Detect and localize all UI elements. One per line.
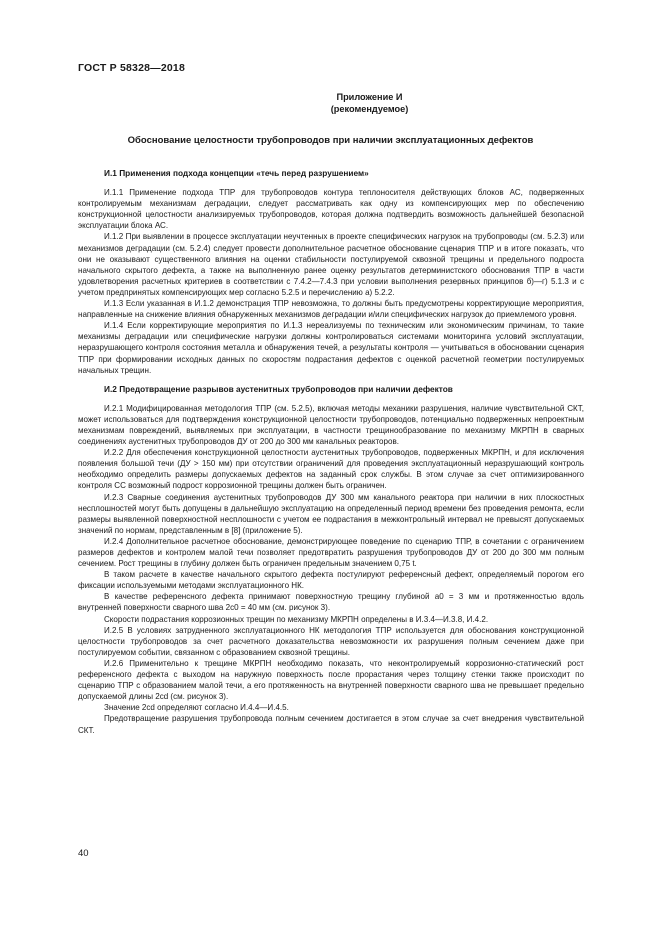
paragraph: Значение 2cd определяют согласно И.4.4—И.4.5.: [104, 703, 289, 713]
page-number: 40: [78, 848, 89, 859]
paragraph: Предотвращение разрушения трубопровода полным сечением достигается в этом случае за счет внедрения чувствительной СКТ.: [78, 714, 584, 735]
section-heading: И.1 Применения подхода концепции «течь перед разрушением»: [104, 168, 369, 178]
paragraph: И.2.1 Модифицированная методология ТПР (см. 5.2.5), включая методы механики разрушения, наличие чувствительной СКТ, может использоваться для подтверждения конструкционной целостности трубопроводов, потенциально подверженных непроектным механизмам повреждений, выявляемых при эксплуатации, в частности трещинообразование по механизму МКРПН в сварных соединениях аустенитных трубопроводов ДУ от 200 до 300 мм канальных реакторов.: [78, 403, 584, 447]
paragraph: И.1.1 Применение подхода ТПР для трубопроводов контура теплоносителя действующих блоков АС, подверженных контролируемым механизмам деградации, следует рассматривать как одну из компенсирующих мер по обеспечению конструкционной целостности анализируемых трубопроводов, которая должна подтвердить возможность дальнейшей безопасной эксплуатации блока АС.: [78, 188, 584, 231]
paragraph: Скорости подрастания коррозионных трещин по механизму МКРПН определены в И.3.4—И.3.8, И.4.2.: [104, 614, 489, 624]
paragraph: И.1.3 Если указанная в И.1.2 демонстрация ТПР невозможна, то должны быть предусмотрены корректирующие мероприятия, направленные на снижение влияния обнаруженных механизмов деградации и/или специфических нагрузок до приемлемого уровня.: [78, 299, 584, 320]
annex-heading: [0, 91, 661, 115]
paragraph: И.1.2 При выявлении в процессе эксплуатации неучтенных в проекте специфических нагрузок на трубопроводы (см. 5.2.3) или механизмов деградации (см. 5.2.4) следует провести дополнительное расчетное обоснование сценария ТПР и в итоге показать, что они не оказывают существенного влияния на оценки стабильности постулируемой сквозной трещины и предельного подроста начального скрытого дефекта, а также на выполненную ранее оценку результатов детерминистского обоснования ТПР в части удовлетворения расчетных критериев в соответствии с 7.4.2—7.4.3 при условии выполнения резервных принципов б)—г) 5.1.3 и с учетом предпринятых компенсирующих мер согласно 5.2.5 и перечислению а) 5.2.2.: [78, 232, 584, 297]
paragraph: В таком расчете в качестве начального скрытого дефекта постулируют референсный дефект, определяемый порогом его фиксации используемыми методами эксплуатационного НК.: [78, 570, 584, 591]
paragraph: И.2.6 Применительно к трещине МКРПН необходимо показать, что неконтролируемый коррозионно-статический рост референсного дефекта с выходом на наружную поверхность после прорастания через толщину стенки также происходит по сценарию ТПР с образованием малой течи, а его протяженность на внутренней поверхности сварного шва не превышает предельно допускаемой длины 2cd (см. рисунок 3).: [78, 658, 584, 702]
paragraph: В качестве референсного дефекта принимают поверхностную трещину глубиной a0 = 3 мм и протяженностью вдоль внутренней поверхности сварного шва 2c0 = 40 мм (см. рисунок 3).: [78, 592, 584, 613]
document-body: [78, 168, 584, 736]
annex-label: Приложение И: [336, 92, 403, 102]
paragraph: И.2.5 В условиях затрудненного эксплуатационного НК методология ТПР используется для обоснования конструкционной целостности трубопроводов за счет расчетного доказательства невозможности их разрушения полным сечением даже при постулируемом событии, связанном с образованием сквозной трещины.: [78, 625, 584, 657]
section-heading: И.2 Предотвращение разрывов аустенитных трубопроводов при наличии дефектов: [104, 383, 453, 394]
paragraph: И.2.4 Дополнительное расчетное обоснование, демонстрирующее поведение по сценарию ТПР, в сочетании с ограничением размеров дефектов и контролем малой течи позволяет предотвратить разрушения трубопроводов ДУ от 200 до 300 мм полным сечением. Рост трещины в глубину должен быть ограничен предельным значением 0,75 t.: [78, 536, 584, 569]
paragraph: И.2.3 Сварные соединения аустенитных трубопроводов ДУ 300 мм канального реактора при наличии в них плоскостных несплошностей могут быть допущены в дальнейшую эксплуатацию на определенный период времени без проведения ремонта, если размеры выявленной поверхностной несплошности с учетом ее подрастания в межконтрольный интервал не превысят допускаемых значений по нормам, представленным в [8] (приложение 5).: [78, 492, 584, 535]
annex-status: (рекомендуемое): [330, 104, 409, 114]
document-id: ГОСТ Р 58328—2018: [78, 62, 186, 74]
paragraph: И.2.2 Для обеспечения конструкционной целостности аустенитных трубопроводов, подверженных МКРПН, и для исключения появления большой течи (ДУ > 150 мм) при отсутствии ограничений для проведения эксплуатационный неразрушающий контроль необходимо определить размеры допускаемых дефектов на заданный срок службы. В этом случае за счет оптимизированного контроля СС возможный подрост коррозионной трещины должен быть ограничен.: [78, 448, 584, 491]
paragraph: И.1.4 Если корректирующие мероприятия по И.1.3 нереализуемы по техническим или экономическим причинам, то такие механизмы деградации или специфические нагрузки должны контролироваться системами мониторинга условий эксплуатации, неразрушающего контроля состояния металла и обнаружения течей, а результаты контроля — учитываться в обосновании сценария ТПР при формировании исходных данных по скоростям подрастания дефектов с оценкой расчетной геометрии постулируемых начальных трещин.: [78, 321, 584, 375]
annex-title: Обоснование целостности трубопроводов при наличии эксплуатационных дефектов: [127, 135, 534, 146]
